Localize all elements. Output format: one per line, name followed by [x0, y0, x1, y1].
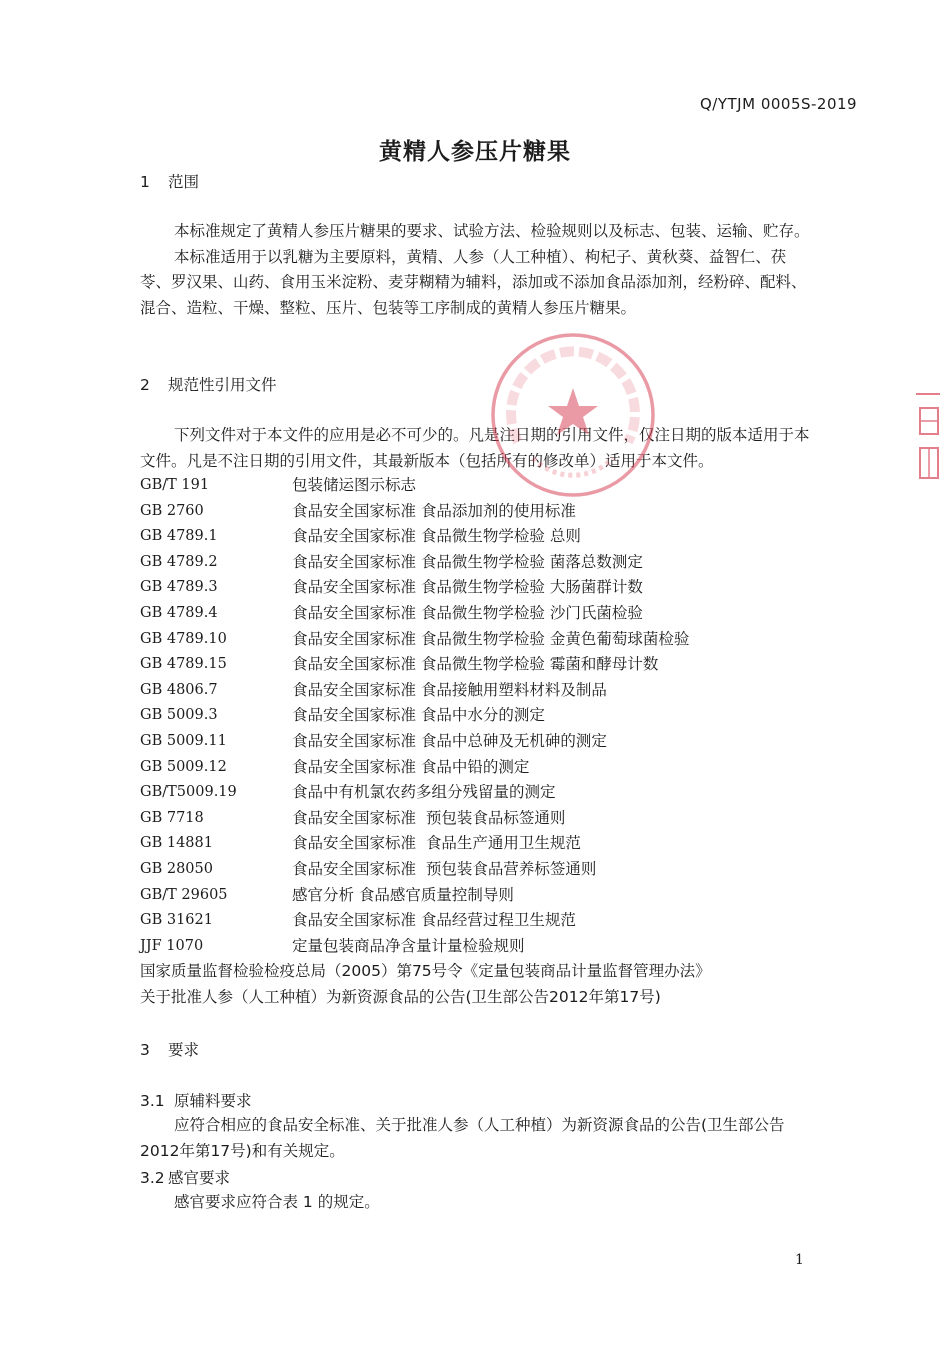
- section-1-paragraph: 本标准规定了黄精人参压片糖果的要求、试验方法、检验规则以及标志、包装、运输、贮存。: [174, 222, 810, 240]
- reference-title: 食品安全国家标准 食品微生物学检验 金黄色葡萄球菌检验: [292, 629, 690, 648]
- reference-title: 包装储运图示标志: [292, 476, 417, 494]
- section-3-heading: [140, 1038, 199, 1060]
- reference-code: GB 4806.7: [140, 681, 218, 698]
- reference-title: 食品安全国家标准 食品微生物学检验 总则: [292, 527, 581, 546]
- reference-code: GB 14881: [140, 835, 213, 852]
- reference-code: GB/T 29605: [140, 886, 228, 903]
- subsection-3-1-number: 3.1: [140, 1092, 165, 1110]
- additional-reference-line: 国家质量监督检验检疫总局（2005）第75号令《定量包装商品计量监督管理办法》: [140, 962, 711, 980]
- reference-code: GB 4789.2: [140, 553, 218, 570]
- reference-code: GB/T5009.19: [140, 784, 237, 801]
- reference-title: 食品安全国家标准 预包装食品标签通则: [292, 808, 566, 827]
- reference-code: GB 5009.3: [140, 707, 218, 724]
- reference-title: 食品安全国家标准 食品微生物学检验 菌落总数测定: [292, 552, 643, 571]
- reference-title: 感官分析 食品感官质量控制导则: [292, 885, 514, 904]
- reference-title: 食品安全国家标准 食品微生物学检验 霉菌和酵母计数: [292, 655, 659, 674]
- reference-title: 食品安全国家标准 食品中总砷及无机砷的测定: [292, 731, 607, 750]
- section-2-intro: [140, 423, 812, 474]
- section-1-paragraph: 本标准适用于以乳糖为主要原料，黄精、人参（人工种植）、枸杞子、黄秋葵、益智仁、茯苓、罗汉果、山药、食用玉米淀粉、麦芽糊精为辅料，添加或不添加食品添加剂，经粉碎、配料、混合、造粒、干燥、整粒、压片、包装等工序制成的黄精人参压片糖果。: [140, 247, 807, 317]
- reference-title: 食品安全国家标准 食品生产通用卫生规范: [292, 834, 581, 853]
- section-2-number: 2: [140, 376, 150, 394]
- reference-code: GB 4789.1: [140, 528, 218, 545]
- reference-code: GB 31621: [140, 912, 213, 929]
- subsection-3-1-title: 原辅料要求: [174, 1092, 252, 1110]
- section-2-heading: [140, 373, 277, 395]
- subsection-3-1-body: [140, 1113, 812, 1164]
- section-2-intro-text: 下列文件对于本文件的应用是必不可少的。凡是注日期的引用文件，仅注日期的版本适用于本文件。凡是不注日期的引用文件，其最新版本（包括所有的修改单）适用于本文件。: [140, 426, 810, 470]
- edge-stamp-mark: [912, 390, 944, 500]
- reference-code: GB/T 191: [140, 477, 210, 493]
- reference-title: 食品安全国家标准 食品微生物学检验 大肠菌群计数: [292, 578, 643, 597]
- company-seal: [488, 330, 658, 500]
- section-1-number: 1: [140, 173, 150, 191]
- section-3-number: 3: [140, 1041, 150, 1059]
- reference-code: GB 2760: [140, 502, 204, 519]
- subsection-3-1-text: 应符合相应的食品安全标准、关于批准人参（人工种植）为新资源食品的公告(卫生部公告2012年第17号)和有关规定。: [140, 1116, 785, 1160]
- reference-code: GB 4789.3: [140, 579, 218, 596]
- document-title: 黄精人参压片糖果: [379, 139, 571, 165]
- subsection-3-1-heading: [140, 1089, 252, 1111]
- reference-title: 食品安全国家标准 食品经营过程卫生规范: [292, 911, 576, 930]
- reference-title: 食品安全国家标准 食品微生物学检验 沙门氏菌检验: [292, 603, 643, 622]
- reference-title: 食品安全国家标准 预包装食品营养标签通则: [292, 859, 597, 878]
- section-1-title: 范围: [168, 173, 200, 191]
- reference-title: 食品安全国家标准 食品接触用塑料材料及制品: [292, 680, 607, 699]
- reference-code: GB 7718: [140, 809, 204, 826]
- reference-title: 食品安全国家标准 食品添加剂的使用标准: [292, 501, 576, 520]
- reference-title: 食品安全国家标准 食品中铅的测定: [292, 757, 530, 776]
- subsection-3-2-heading: [140, 1166, 230, 1188]
- section-1-body: [140, 219, 812, 321]
- reference-title: 定量包装商品净含量计量检验规则: [292, 936, 525, 955]
- seal-star-icon: [548, 388, 598, 435]
- standard-code: Q/YTJM 0005S-2019: [700, 95, 858, 113]
- section-1-heading: [140, 170, 199, 192]
- additional-reference-line: 关于批准人参（人工种植）为新资源食品的公告(卫生部公告2012年第17号): [140, 987, 661, 1006]
- reference-code: GB 5009.12: [140, 758, 227, 775]
- reference-code: GB 4789.15: [140, 656, 227, 673]
- subsection-3-2-number: 3.2: [140, 1169, 165, 1187]
- reference-code: GB 4789.10: [140, 630, 227, 647]
- reference-code: JJF 1070: [140, 937, 204, 954]
- reference-title: 食品中有机氯农药多组分残留量的测定: [292, 783, 556, 802]
- reference-code: GB 5009.11: [140, 732, 227, 749]
- reference-code: GB 28050: [140, 860, 213, 877]
- subsection-3-2-title: 感官要求: [168, 1169, 231, 1187]
- additional-references: [140, 959, 711, 1010]
- section-3-title: 要求: [168, 1041, 200, 1059]
- page-number: 1: [795, 1252, 804, 1268]
- seal-number-arc: [533, 458, 613, 475]
- subsection-3-2-body: [140, 1190, 812, 1216]
- section-2-title: 规范性引用文件: [168, 376, 277, 394]
- reference-code: GB 4789.4: [140, 604, 218, 621]
- subsection-3-2-text: 感官要求应符合表 1 的规定。: [174, 1193, 380, 1211]
- reference-title: 食品安全国家标准 食品中水分的测定: [292, 706, 545, 725]
